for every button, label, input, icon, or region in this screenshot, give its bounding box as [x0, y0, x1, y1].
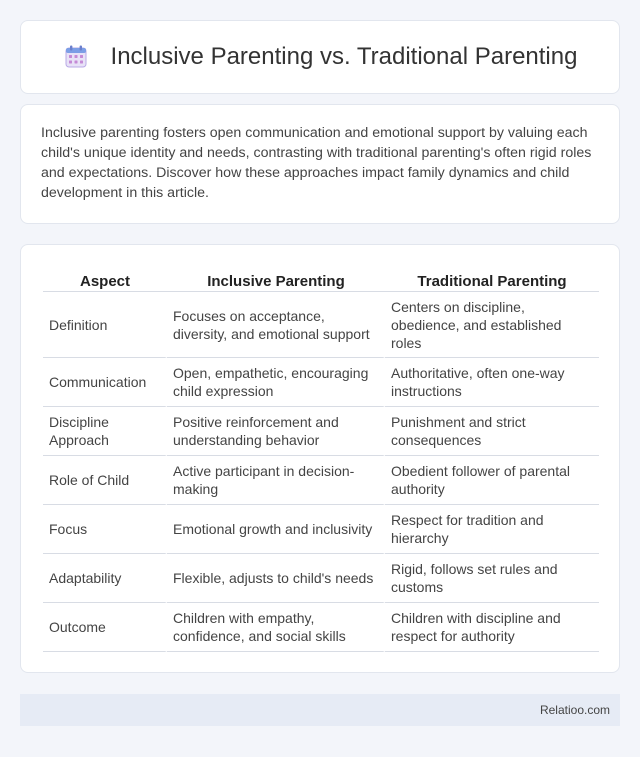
inclusive-cell: Focuses on acceptance, diversity, and emotional support [167, 292, 385, 358]
traditional-cell: Obedient follower of parental authority [385, 456, 599, 505]
traditional-cell: Children with discipline and respect for authority [385, 603, 599, 652]
traditional-cell: Authoritative, often one-way instructions [385, 358, 599, 407]
page-title: Inclusive Parenting vs. Traditional Parenting [110, 43, 578, 70]
aspect-cell: Communication [43, 358, 167, 407]
traditional-cell: Rigid, follows set rules and customs [385, 554, 599, 603]
table-header-row [43, 265, 599, 292]
inclusive-cell: Flexible, adjusts to child's needs [167, 554, 385, 603]
table-row [43, 292, 599, 358]
header-inclusive: Inclusive Parenting [167, 265, 385, 292]
comparison-table [43, 265, 599, 652]
aspect-cell: Definition [43, 292, 167, 358]
inclusive-cell: Children with empathy, confidence, and social skills [167, 603, 385, 652]
traditional-cell: Centers on discipline, obedience, and established roles [385, 292, 599, 358]
aspect-cell: Role of Child [43, 456, 167, 505]
inclusive-cell: Open, empathetic, encouraging child expression [167, 358, 385, 407]
traditional-cell: Respect for tradition and hierarchy [385, 505, 599, 554]
aspect-cell: Adaptability [43, 554, 167, 603]
table-row [43, 505, 599, 554]
table-row [43, 554, 599, 603]
header-aspect: Aspect [43, 265, 167, 292]
aspect-cell: Discipline Approach [43, 407, 167, 456]
traditional-cell: Punishment and strict consequences [385, 407, 599, 456]
table-row [43, 603, 599, 652]
inclusive-cell: Emotional growth and inclusivity [167, 505, 385, 554]
inclusive-cell: Positive reinforcement and understanding behavior [167, 407, 385, 456]
comparison-card [20, 244, 620, 673]
header-traditional: Traditional Parenting [385, 265, 599, 292]
footer-site-link[interactable]: Relatioo.com [539, 703, 610, 717]
table-row [43, 407, 599, 456]
inclusive-cell: Active participant in decision-making [167, 456, 385, 505]
calendar-icon [63, 44, 89, 70]
footer [20, 694, 620, 726]
intro-card [20, 104, 620, 224]
title-card [20, 20, 620, 94]
table-row [43, 456, 599, 505]
intro-paragraph: Inclusive parenting fosters open communication and emotional support by valuing each child's unique identity and needs, contrasting with traditional parenting's often rigid roles and expectations. Discover how these approaches impact family dynamics and child development in this article. [41, 125, 592, 201]
table-row [43, 358, 599, 407]
aspect-cell: Focus [43, 505, 167, 554]
aspect-cell: Outcome [43, 603, 167, 652]
